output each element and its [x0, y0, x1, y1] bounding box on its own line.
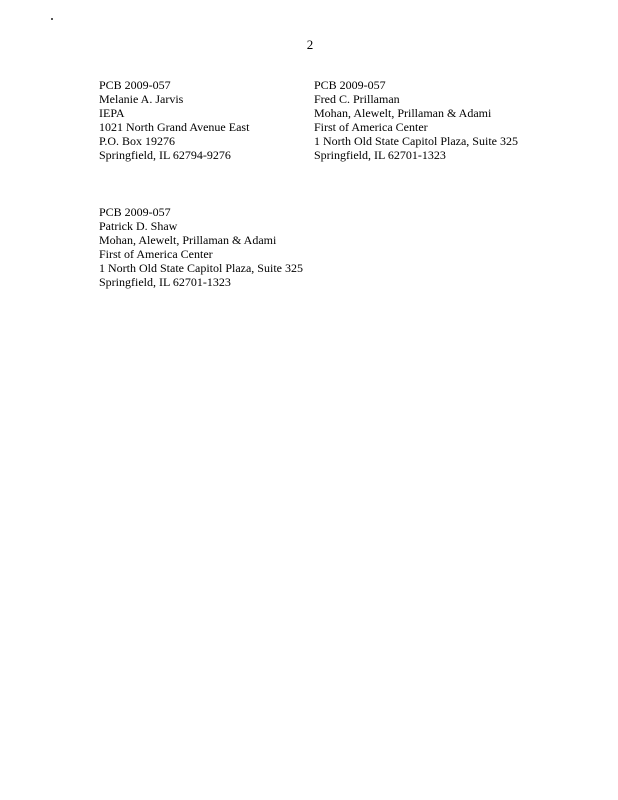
address-line-2: 1 North Old State Capitol Plaza, Suite 325 — [314, 134, 518, 148]
recipient-organization: Mohan, Alewelt, Prillaman & Adami — [314, 106, 492, 120]
recipient-name: Fred C. Prillaman — [314, 92, 400, 106]
city-state-zip: Springfield, IL 62701-1323 — [314, 148, 446, 162]
address-line-2: P.O. Box 19276 — [99, 134, 176, 148]
case-number: PCB 2009-057 — [99, 205, 171, 219]
scan-speck — [51, 18, 53, 20]
address-line-1: First of America Center — [314, 120, 428, 134]
city-state-zip: Springfield, IL 62794-9276 — [99, 148, 231, 162]
service-entry-shaw — [99, 205, 303, 289]
case-number: PCB 2009-057 — [99, 78, 171, 92]
recipient-name: Patrick D. Shaw — [99, 219, 178, 233]
recipient-organization: Mohan, Alewelt, Prillaman & Adami — [99, 233, 277, 247]
case-number: PCB 2009-057 — [314, 78, 386, 92]
recipient-organization: IEPA — [99, 106, 125, 120]
address-line-1: 1021 North Grand Avenue East — [99, 120, 250, 134]
recipient-name: Melanie A. Jarvis — [99, 92, 184, 106]
city-state-zip: Springfield, IL 62701-1323 — [99, 275, 231, 289]
address-line-1: First of America Center — [99, 247, 213, 261]
address-line-2: 1 North Old State Capitol Plaza, Suite 325 — [99, 261, 303, 275]
page-number: 2 — [306, 37, 314, 52]
service-entry-prillaman — [314, 78, 518, 162]
service-entry-jarvis — [99, 78, 249, 162]
